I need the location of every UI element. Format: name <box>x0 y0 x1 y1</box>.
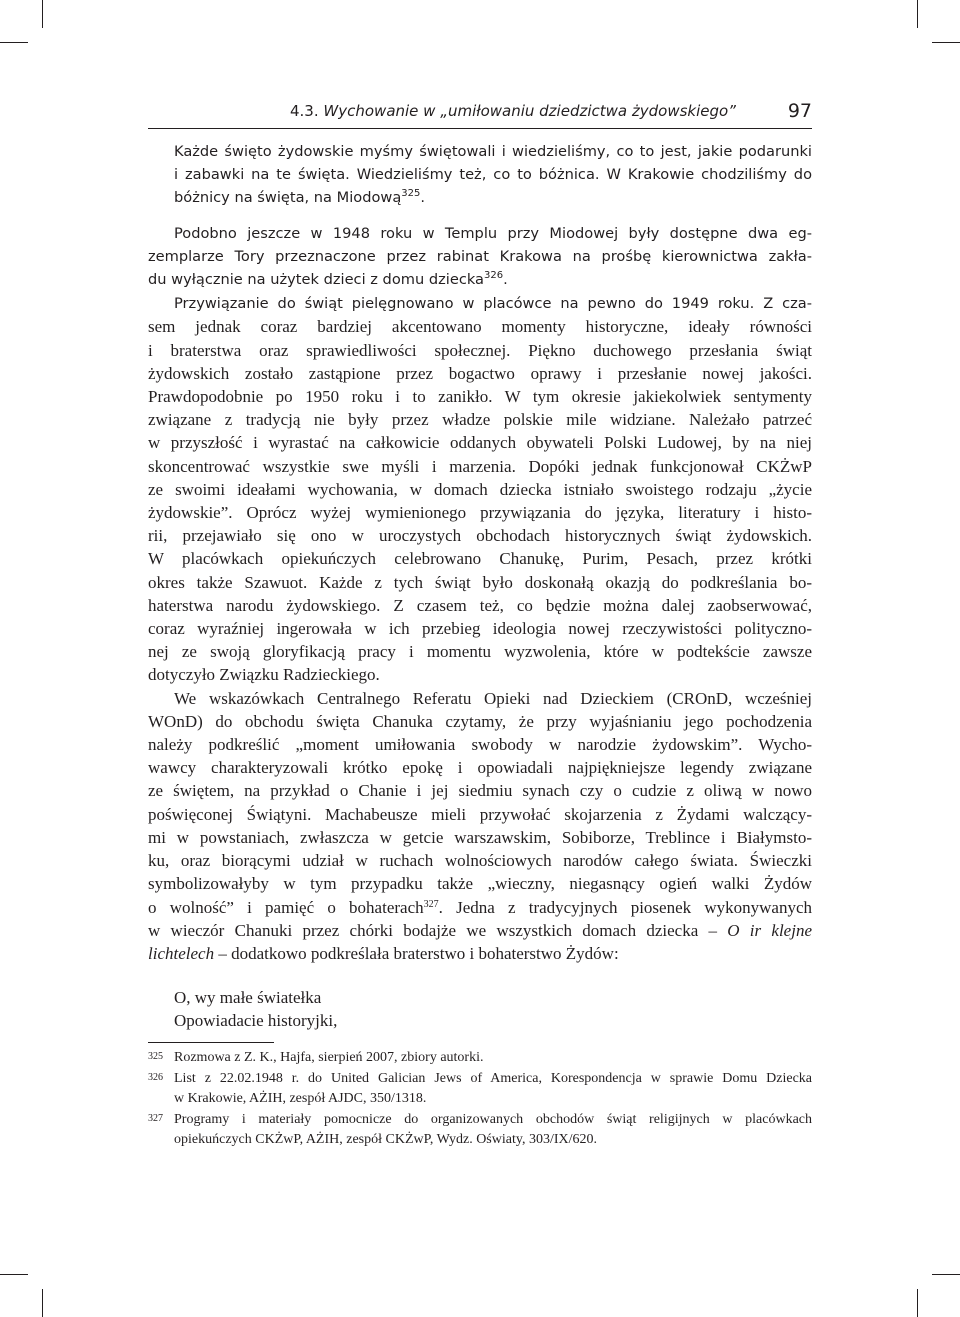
text-line: symbolizowałyby w tym przypadku także „wieczny, niegasnący ogień walki Żydów <box>148 874 812 894</box>
footnote <box>148 1069 812 1108</box>
section-title: Wychowanie w „umiłowaniu dziedzictwa żydowskiego” <box>323 102 736 120</box>
footnote <box>148 1048 812 1067</box>
footnote-number: 326 <box>148 1072 163 1084</box>
text-line: We wskazówkach Centralnego Referatu Opieki nad Dzieckiem (CROnD, wcześniej <box>174 688 812 708</box>
footnotes <box>148 1048 812 1149</box>
paragraph <box>148 687 812 965</box>
footnote-ref: 325 <box>401 188 421 200</box>
text-line: żydowskich zostało zastąpione przez bogactwo oprawy i przesłanie nowej jakości. <box>148 363 812 383</box>
text-line: dotyczyło Związku Radzieckiego. <box>148 665 380 685</box>
song-title: lichtelech <box>148 943 215 963</box>
crop-mark <box>0 1274 28 1275</box>
text-line: haterstwa narodu żydowskiego. Z czasem też, co będzie można dalej zaobserwować, <box>148 595 812 615</box>
crop-mark <box>932 1274 960 1275</box>
text-line: W placówkach opiekuńczych celebrowano Chanukę, Purim, Pesach, przez krótki <box>148 549 812 569</box>
section-number: 4.3. <box>290 102 319 120</box>
text-line: coraz wyraźniej ingerowała w ich przebieg ideologia nowej rzeczywistości polityczno- <box>148 619 812 639</box>
text-line: wawcy charakteryzowali krótko epokę i opowiadali najpiękniejsze legendy związane <box>148 758 812 778</box>
verse-line: Opowiadacie historyjki, <box>174 1011 338 1031</box>
crop-mark <box>42 0 43 28</box>
text-line: rii, przejawiało się ono w uroczystych obchodach historycznych świąt żydowskich. <box>148 526 812 546</box>
text-line: Każde święto żydowskie myśmy świętowali i wiedzieliśmy, co to jest, jakie podarunki <box>174 143 812 160</box>
quote-paragraph <box>148 222 812 292</box>
text-line: ze swoimi ideałami wychowania, w domach dziecka istniało swoistego rodzaju „życie <box>148 479 812 499</box>
text-line: Przywiązanie do świąt pielęgnowano w placówce na pewno do 1949 roku. Z cza- <box>174 295 812 313</box>
body-text <box>148 140 812 965</box>
verse-line: O, wy małe światełka <box>174 988 322 1007</box>
text-line: w wieczór Chanuki przez chórki bodajże we wszystkich domach dziecka – O ir klejne <box>148 920 812 940</box>
text-line: o wolność” i pamięć o bohaterach$^{327}$. Jedna z tradycyjnych piosenek wykonywanych <box>148 897 812 917</box>
crop-mark <box>0 42 28 43</box>
text-line: lichtelech – dodatkowo podkreślała braterstwo i bohaterstwo Żydów: <box>148 943 619 963</box>
footnote-number: 325 <box>148 1051 163 1062</box>
text-line: i zabawki na te święta. Wiedzieliśmy też, co to bóżnica. W Krakowie chodziliśmy do <box>174 166 812 184</box>
song-title: O ir klejne <box>727 920 812 940</box>
footnote-text: w Krakowie, AŻIH, zespół AJDC, 350/1318. <box>174 1090 427 1106</box>
text-line: okres także Szawuot. Każde z tych świąt było doskonałą okazją do podkreślania bo- <box>148 572 812 592</box>
footnote-text: opiekuńczych CKŻwP, AŻIH, zespół CKŻwP, Wydz. Oświaty, 303/IX/620. <box>174 1131 598 1147</box>
text-line: du wyłącznie na użytek dzieci z domu dziecka$^{326}$. <box>148 270 508 289</box>
footnote-number: 327 <box>148 1113 163 1125</box>
song-verse <box>174 986 337 1032</box>
text-line: związane z tradycją nie były przez władze polskie mile widziane. Należało patrzeć <box>148 410 812 430</box>
text-line: i braterstwa oraz sprawiedliwości społecznej. Piękno duchowego przesłania świąt <box>148 340 812 360</box>
text-line: WOnD) do obchodu święta Chanuka czytamy, że przy wyjaśnianiu jego pochodzenia <box>148 711 812 731</box>
text-line: nej ze swoją gloryfikacją pracy i momentu wyzwolenia, które w podtekście zawsze <box>148 642 812 662</box>
text-line: Podobno jeszcze w 1948 roku w Templu przy Miodowej były dostępne dwa eg- <box>174 224 812 242</box>
text-line: ku, oraz biorącymi udział w ruchach wolnościowych narodów całego świata. Świeczki <box>148 851 812 871</box>
footnote-text: Programy i materiały pomocnicze do organizowanych obchodów świąt religijnych w placówkach <box>174 1112 812 1128</box>
footnote-ref: 326 <box>483 270 504 282</box>
crop-mark <box>932 42 960 43</box>
paragraph <box>148 292 812 686</box>
crop-mark <box>917 1289 918 1317</box>
crop-mark <box>917 0 918 28</box>
text-line: Prawdopodobnie po 1950 roku i to zanikło. W tym okresie jakiekolwiek sentymenty <box>148 387 812 407</box>
text-line: zemplarze Tory przeznaczone przez rabinat Krakowa na prośbę kierownictwa zakła- <box>148 247 812 265</box>
footnote-separator <box>148 1042 274 1043</box>
text-line: mi w powstaniach, zwłaszcza w getcie warszawskim, Sobiborze, Treblince i Białymsto- <box>148 827 812 847</box>
text-line: należy podkreślić „moment umiłowania swobody w narodzie żydowskim”. Wycho- <box>148 735 812 755</box>
footnote-text: Rozmowa z Z. K., Hajfa, sierpień 2007, zbiory autorki. <box>174 1050 484 1065</box>
quote-paragraph <box>148 140 812 210</box>
text-line: bóżnicy na święta, na Miodową$^{325}$. <box>174 188 426 207</box>
text-line: żydowskie”. Oprócz wyżej wymienionego przywiązania do języka, literatury i histo- <box>148 503 812 523</box>
crop-mark <box>42 1289 43 1317</box>
running-header <box>148 98 812 129</box>
running-head <box>290 102 736 120</box>
footnote-ref: 327 <box>423 898 439 910</box>
text-line: skoncentrować wszystkie swe myśli i marzenia. Dopóki jednak funkcjonował CKŻwP <box>148 456 812 476</box>
text-line: ze świętem, na przykład o Chanie i jej siedmiu synach czy o cudzie z oliwą w nowo <box>148 781 812 801</box>
page-number: 97 <box>787 100 812 122</box>
text-line: sem jednak coraz bardziej akcentowano momenty historyczne, ideały równości <box>148 317 812 337</box>
text-line: w przyszłość i wyrastać na całkowicie oddanych obywateli Polski Ludowej, by na niej <box>148 433 812 453</box>
footnote <box>148 1110 812 1149</box>
footnote-text: List z 22.02.1948 r. do United Galician Jews of America, Korespondencja w sprawie Domu Dziecka <box>174 1071 812 1087</box>
text-line: poświęconej Świątyni. Machabeusze mieli przywołać skojarzenia z Żydami walczący- <box>148 804 812 824</box>
